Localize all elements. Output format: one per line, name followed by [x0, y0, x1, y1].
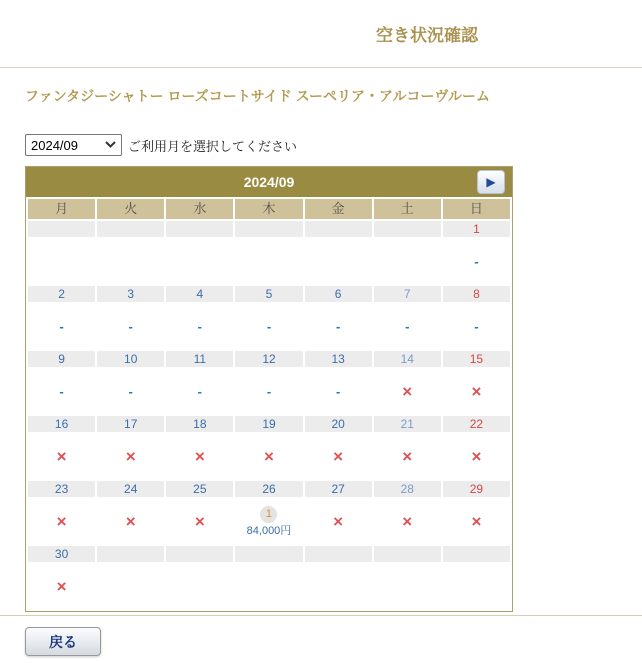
date-cell — [374, 546, 441, 562]
date-cell — [97, 546, 164, 562]
calendar-week-dates — [26, 351, 512, 367]
availability-cell — [166, 564, 233, 609]
date-cell — [235, 221, 302, 237]
availability-cell: × — [443, 499, 510, 544]
date-cell: 12 — [235, 351, 302, 367]
date-cell: 2 — [28, 286, 95, 302]
header-divider — [0, 67, 642, 68]
date-cell: 18 — [166, 416, 233, 432]
calendar-week-dates — [26, 221, 512, 237]
date-cell: 28 — [374, 481, 441, 497]
date-cell: 4 — [166, 286, 233, 302]
availability-cell: - — [166, 369, 233, 414]
availability-cell: × — [97, 434, 164, 479]
availability-cell — [374, 564, 441, 609]
availability-cell: × — [305, 499, 372, 544]
availability-cell: - — [28, 304, 95, 349]
date-cell: 3 — [97, 286, 164, 302]
footer-divider — [0, 615, 642, 616]
weekday-label: 水 — [166, 199, 233, 219]
calendar-month-header — [26, 167, 512, 197]
date-cell: 21 — [374, 416, 441, 432]
date-cell — [235, 546, 302, 562]
availability-cell — [305, 564, 372, 609]
date-cell: 20 — [305, 416, 372, 432]
availability-cell: - — [443, 239, 510, 284]
availability-cell — [166, 239, 233, 284]
availability-cell — [97, 239, 164, 284]
availability-cell: - — [28, 369, 95, 414]
availability-cell — [97, 564, 164, 609]
availability-cell: × — [374, 369, 441, 414]
availability-cell: × — [305, 434, 372, 479]
date-cell: 17 — [97, 416, 164, 432]
availability-calendar — [25, 166, 513, 612]
date-cell: 22 — [443, 416, 510, 432]
calendar-week-availability — [26, 499, 512, 544]
price-label: 84,000円 — [246, 525, 292, 537]
date-cell — [305, 221, 372, 237]
date-cell: 27 — [305, 481, 372, 497]
availability-cell — [235, 239, 302, 284]
date-cell — [166, 546, 233, 562]
weekday-label: 土 — [374, 199, 441, 219]
date-cell: 1 — [443, 221, 510, 237]
date-cell: 26 — [235, 481, 302, 497]
month-selector-row — [25, 134, 642, 156]
calendar-week-availability — [26, 434, 512, 479]
availability-cell: × — [374, 434, 441, 479]
date-cell: 5 — [235, 286, 302, 302]
date-cell — [305, 546, 372, 562]
date-cell: 13 — [305, 351, 372, 367]
availability-cell: × — [235, 434, 302, 479]
availability-cell: × — [443, 434, 510, 479]
calendar-week-dates — [26, 416, 512, 432]
date-cell: 7 — [374, 286, 441, 302]
date-cell: 23 — [28, 481, 95, 497]
calendar-week-availability — [26, 239, 512, 284]
next-month-icon: ▶ — [486, 175, 496, 189]
date-cell: 8 — [443, 286, 510, 302]
room-count-badge: 1 — [260, 506, 277, 523]
calendar-week-dates — [26, 546, 512, 562]
calendar-week-dates — [26, 481, 512, 497]
availability-cell: × — [443, 369, 510, 414]
date-cell: 24 — [97, 481, 164, 497]
date-cell: 15 — [443, 351, 510, 367]
date-cell — [374, 221, 441, 237]
availability-cell — [235, 564, 302, 609]
calendar-week-availability — [26, 369, 512, 414]
date-cell — [97, 221, 164, 237]
availability-cell: × — [166, 499, 233, 544]
date-cell — [28, 221, 95, 237]
month-select-instruction: ご利用月を選択してください — [128, 138, 298, 154]
availability-cell-price[interactable] — [235, 499, 302, 544]
date-cell — [166, 221, 233, 237]
back-button[interactable]: 戻る — [25, 627, 101, 656]
date-cell: 29 — [443, 481, 510, 497]
availability-cell — [443, 564, 510, 609]
availability-cell: × — [166, 434, 233, 479]
next-month-button[interactable] — [477, 170, 505, 194]
calendar-month-title: 2024/09 — [243, 174, 295, 190]
availability-cell: - — [235, 369, 302, 414]
date-cell — [443, 546, 510, 562]
date-cell: 19 — [235, 416, 302, 432]
date-cell: 30 — [28, 546, 95, 562]
availability-cell: - — [97, 369, 164, 414]
date-cell: 25 — [166, 481, 233, 497]
date-cell: 16 — [28, 416, 95, 432]
month-select-wrap — [25, 134, 122, 156]
calendar-week-availability — [26, 564, 512, 609]
availability-cell: - — [97, 304, 164, 349]
calendar-week-dates — [26, 286, 512, 302]
availability-cell: - — [305, 304, 372, 349]
availability-cell: × — [28, 499, 95, 544]
date-cell: 9 — [28, 351, 95, 367]
availability-cell: × — [97, 499, 164, 544]
availability-cell — [374, 239, 441, 284]
weekday-header-row — [26, 199, 512, 219]
room-name: ファンタジーシャトー ローズコートサイド スーペリア・アルコーヴルーム — [25, 88, 491, 104]
weekday-label: 火 — [97, 199, 164, 219]
weekday-label: 日 — [443, 199, 510, 219]
availability-cell: - — [305, 369, 372, 414]
date-cell: 11 — [166, 351, 233, 367]
availability-cell: - — [443, 304, 510, 349]
availability-cell: - — [374, 304, 441, 349]
availability-cell: × — [28, 564, 95, 609]
calendar-week-availability — [26, 304, 512, 349]
availability-cell: - — [166, 304, 233, 349]
weekday-label: 月 — [28, 199, 95, 219]
date-cell: 14 — [374, 351, 441, 367]
weekday-label: 木 — [235, 199, 302, 219]
date-cell: 10 — [97, 351, 164, 367]
month-select[interactable] — [25, 134, 122, 156]
date-cell: 6 — [305, 286, 372, 302]
weekday-label: 金 — [305, 199, 372, 219]
availability-cell: - — [235, 304, 302, 349]
availability-cell: × — [28, 434, 95, 479]
page-title: 空き状況確認 — [376, 26, 478, 45]
availability-cell — [305, 239, 372, 284]
availability-cell: × — [374, 499, 441, 544]
availability-cell — [28, 239, 95, 284]
